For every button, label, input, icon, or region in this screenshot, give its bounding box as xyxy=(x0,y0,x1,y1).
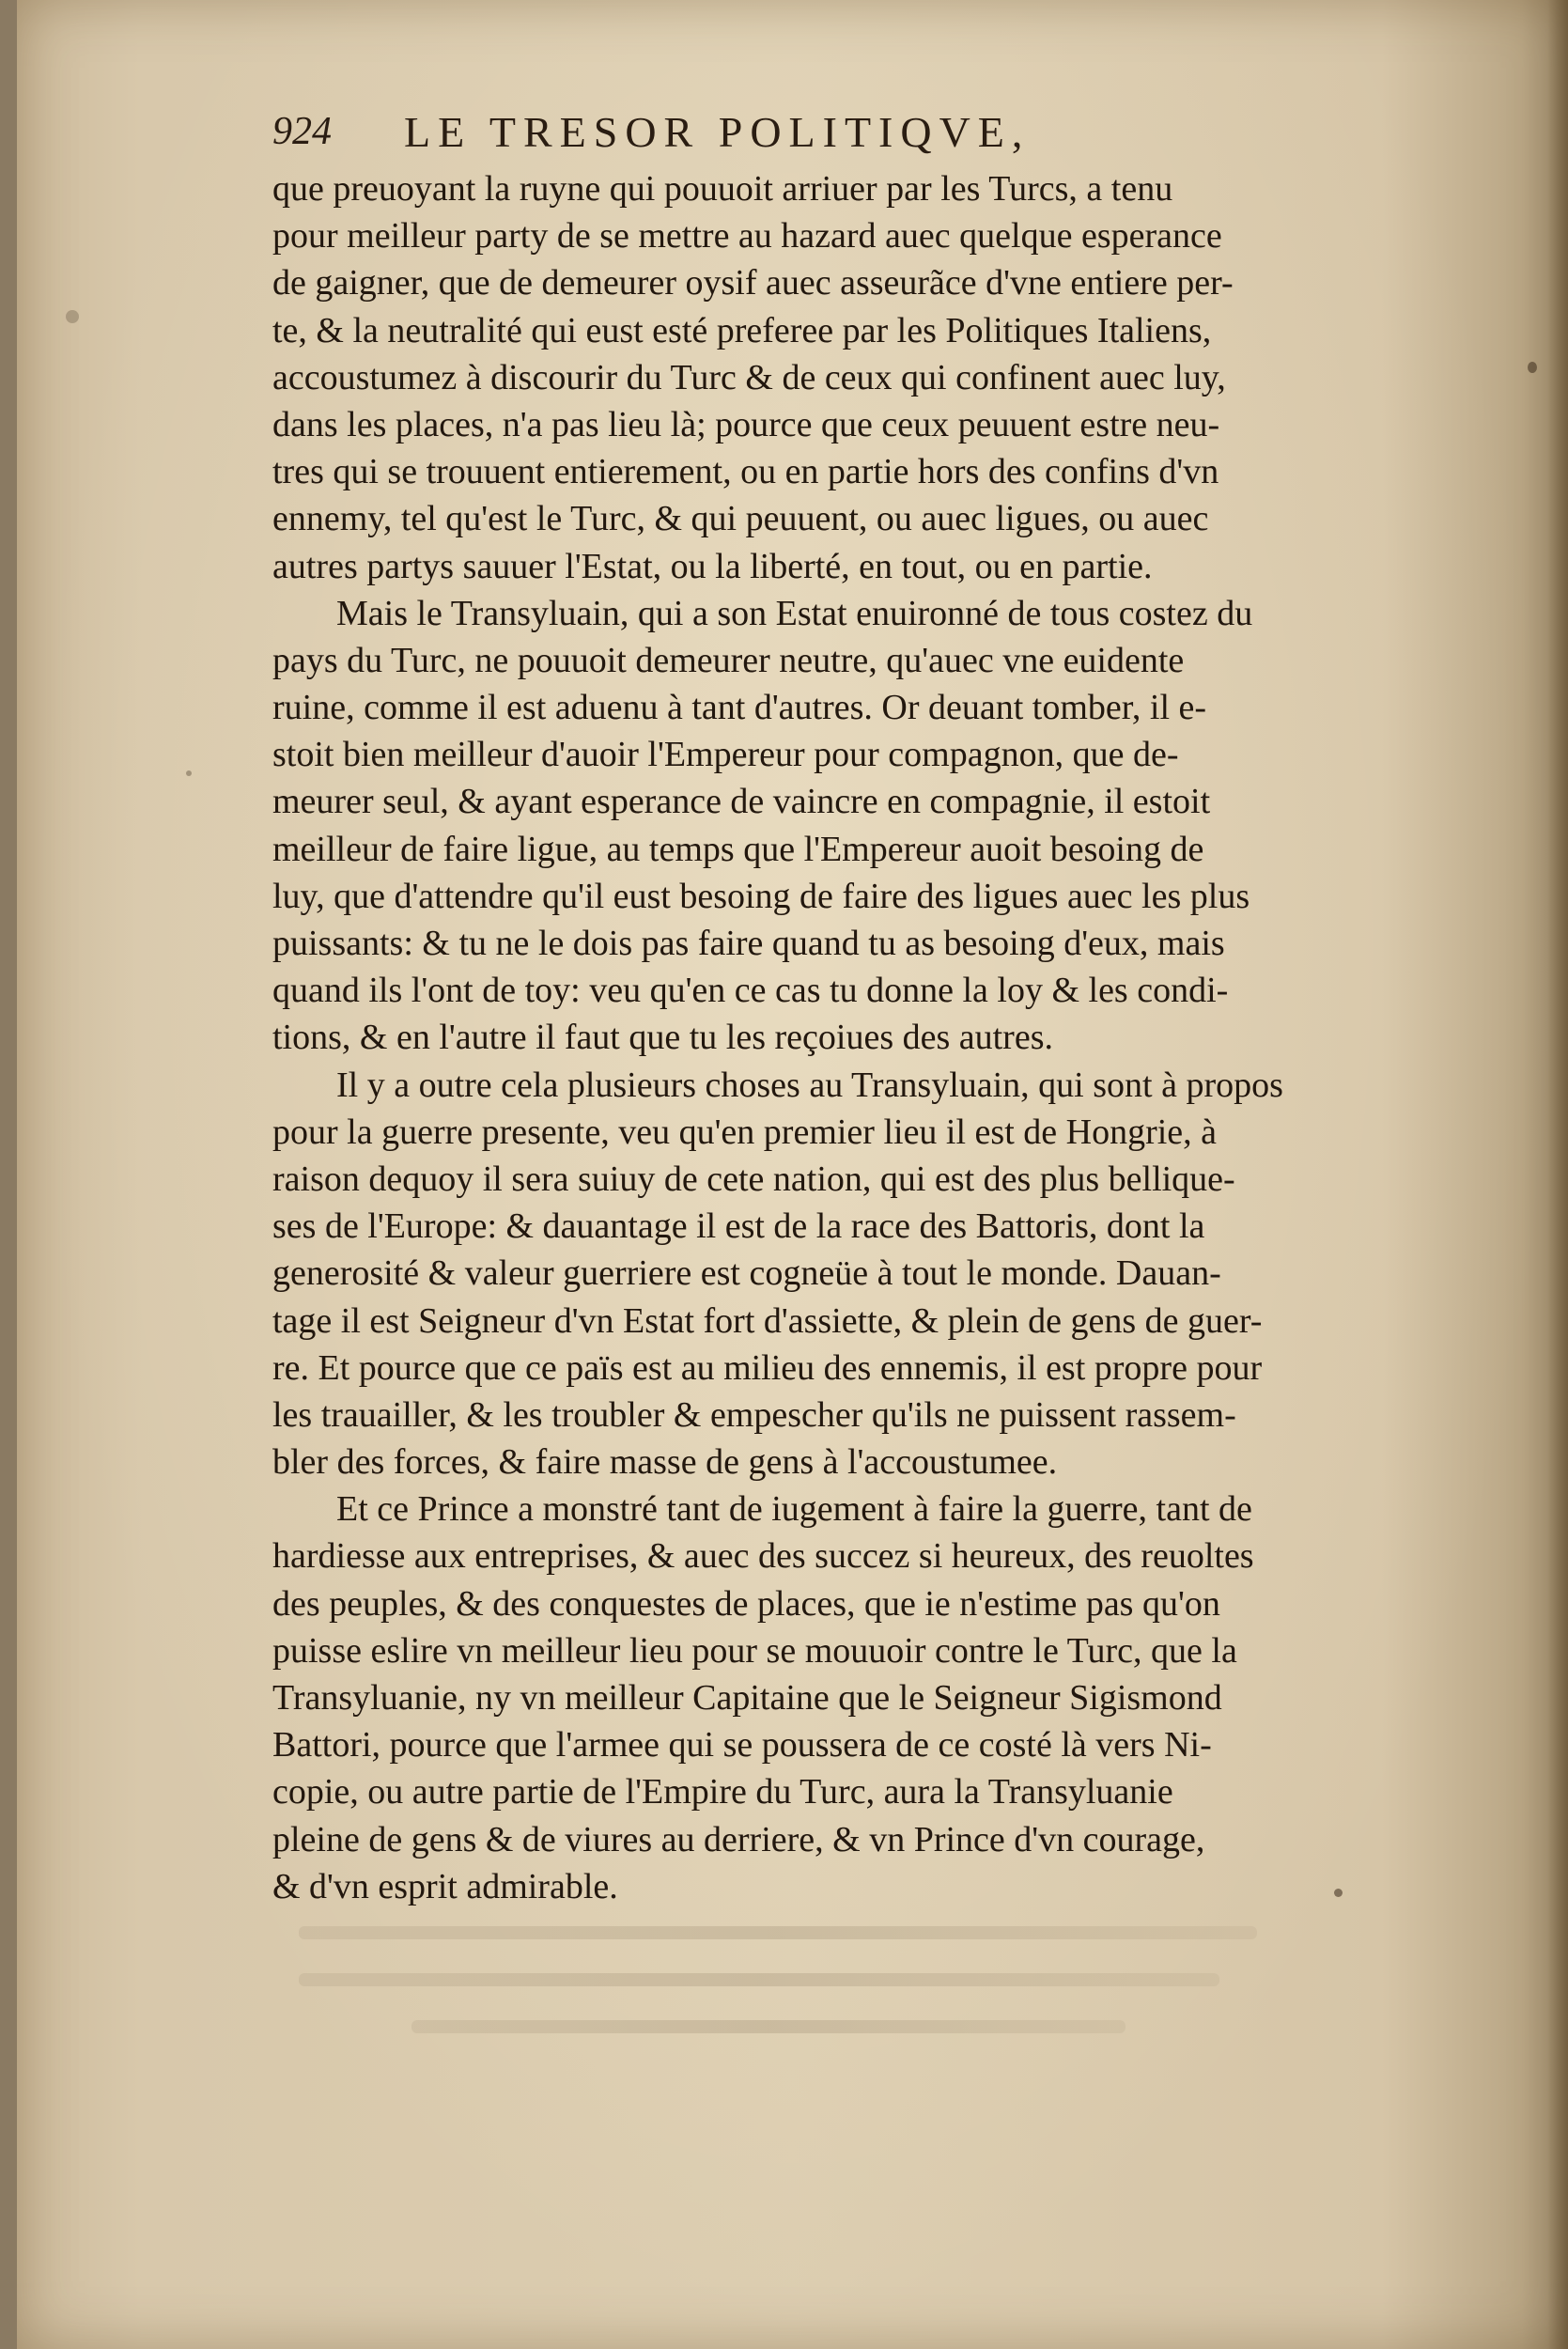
text-line: quand ils l'ont de toy: veu qu'en ce cas tu donne la loy & les condi- xyxy=(272,971,1229,1011)
text-line: Transyluanie, ny vn meilleur Capitaine que le Seigneur Sigismond xyxy=(272,1678,1222,1718)
text-line: tres qui se trouuent entierement, ou en partie hors des confins d'vn xyxy=(272,452,1219,492)
text-line: de gaigner, que de demeurer oysif auec asseurãce d'vne entiere per- xyxy=(272,263,1234,303)
text-line: pour la guerre presente, veu qu'en premier lieu il est de Hongrie, à xyxy=(272,1112,1218,1152)
book-page xyxy=(17,0,1568,2349)
body-text xyxy=(272,165,1451,1910)
ink-speck xyxy=(1528,362,1537,373)
text-line: pays du Turc, ne pouuoit demeurer neutre, qu'auec vne euidente xyxy=(272,640,1185,680)
text-line: des peuples, & des conquestes de places, que ie n'estime pas qu'on xyxy=(272,1583,1220,1624)
text-line: dans les places, n'a pas lieu là; pource que ceux peuuent estre neu- xyxy=(272,404,1220,444)
ink-speck xyxy=(66,310,79,323)
text-line: puisse eslire vn meilleur lieu pour se mouuoir contre le Turc, que la xyxy=(272,1630,1237,1671)
page-edge-shadow xyxy=(1547,0,1568,2349)
text-line: accoustumez à discourir du Turc & de ceux qui confinent auec luy, xyxy=(272,357,1226,397)
text-line: bler des forces, & faire masse de gens à l'accoustumee. xyxy=(272,1442,1058,1483)
text-line: tage il est Seigneur d'vn Estat fort d'assiette, & plein de gens de guer- xyxy=(272,1300,1263,1341)
text-line: stoit bien meilleur d'auoir l'Empereur pour compagnon, que de- xyxy=(272,735,1179,775)
show-through-line xyxy=(299,1926,1257,1939)
text-line: puissants: & tu ne le dois pas faire quand tu as besoing d'eux, mais xyxy=(272,924,1225,963)
text-line: meilleur de faire ligue, au temps que l'Empereur auoit besoing de xyxy=(272,829,1204,869)
text-line: tions, & en l'autre il faut que tu les reçoiues des autres. xyxy=(272,1018,1053,1058)
text-line: copie, ou autre partie de l'Empire du Turc, aura la Transyluanie xyxy=(272,1772,1173,1812)
text-line: & d'vn esprit admirable. xyxy=(272,1866,618,1906)
text-line: raison dequoy il sera suiuy de cete nation, qui est des plus bellique- xyxy=(272,1159,1235,1199)
text-line: te, & la neutralité qui eust esté preferee par les Politiques Italiens, xyxy=(272,310,1212,350)
show-through-line xyxy=(411,2020,1126,2033)
text-line: pleine de gens & de viures au derriere, & vn Prince d'vn courage, xyxy=(272,1819,1205,1859)
text-line: Battori, pource que l'armee qui se poussera de ce costé là vers Ni- xyxy=(272,1725,1212,1766)
text-line: ennemy, tel qu'est le Turc, & qui peuuent, ou auec ligues, ou auec xyxy=(272,499,1209,539)
show-through-line xyxy=(299,1973,1219,1986)
text-line: meurer seul, & ayant esperance de vaincre en compagnie, il estoit xyxy=(272,782,1211,822)
ink-speck xyxy=(1334,1889,1343,1897)
text-line: les trauailler, & les troubler & empescher qu'ils ne puissent rassem- xyxy=(272,1394,1236,1435)
text-line: luy, que d'attendre qu'il eust besoing de faire des ligues auec les plus xyxy=(272,876,1250,916)
text-line: autres partys sauuer l'Estat, ou la liberté, en tout, ou en partie. xyxy=(272,546,1153,586)
paragraph-start-line: Mais le Transyluain, qui a son Estat enuironné de tous costez du xyxy=(336,593,1253,633)
text-line: ruine, comme il est aduenu à tant d'autres. Or deuant tomber, il e- xyxy=(272,688,1207,728)
text-line: ses de l'Europe: & dauantage il est de la race des Battoris, dont la xyxy=(272,1206,1205,1247)
text-line: generosité & valeur guerriere est cogneüe à tout le monde. Dauan- xyxy=(272,1253,1221,1294)
text-line: hardiesse aux entreprises, & auec des succez si heureux, des reuoltes xyxy=(272,1536,1254,1577)
running-title: LE TRESOR POLITIQVE, xyxy=(404,108,1031,156)
text-line: pour meilleur party de se mettre au hazard auec quelque esperance xyxy=(272,216,1222,257)
ink-speck xyxy=(186,770,192,776)
paragraph-start-line: Il y a outre cela plusieurs choses au Transyluain, qui sont à propos xyxy=(336,1065,1283,1105)
text-line: re. Et pource que ce païs est au milieu des ennemis, il est propre pour xyxy=(272,1347,1263,1388)
text-line: que preuoyant la ruyne qui pouuoit arriuer par les Turcs, a tenu xyxy=(272,169,1173,209)
paragraph-start-line: Et ce Prince a monstré tant de iugement à faire la guerre, tant de xyxy=(336,1489,1252,1530)
page-number: 924 xyxy=(272,110,332,153)
page-header xyxy=(272,103,1296,169)
